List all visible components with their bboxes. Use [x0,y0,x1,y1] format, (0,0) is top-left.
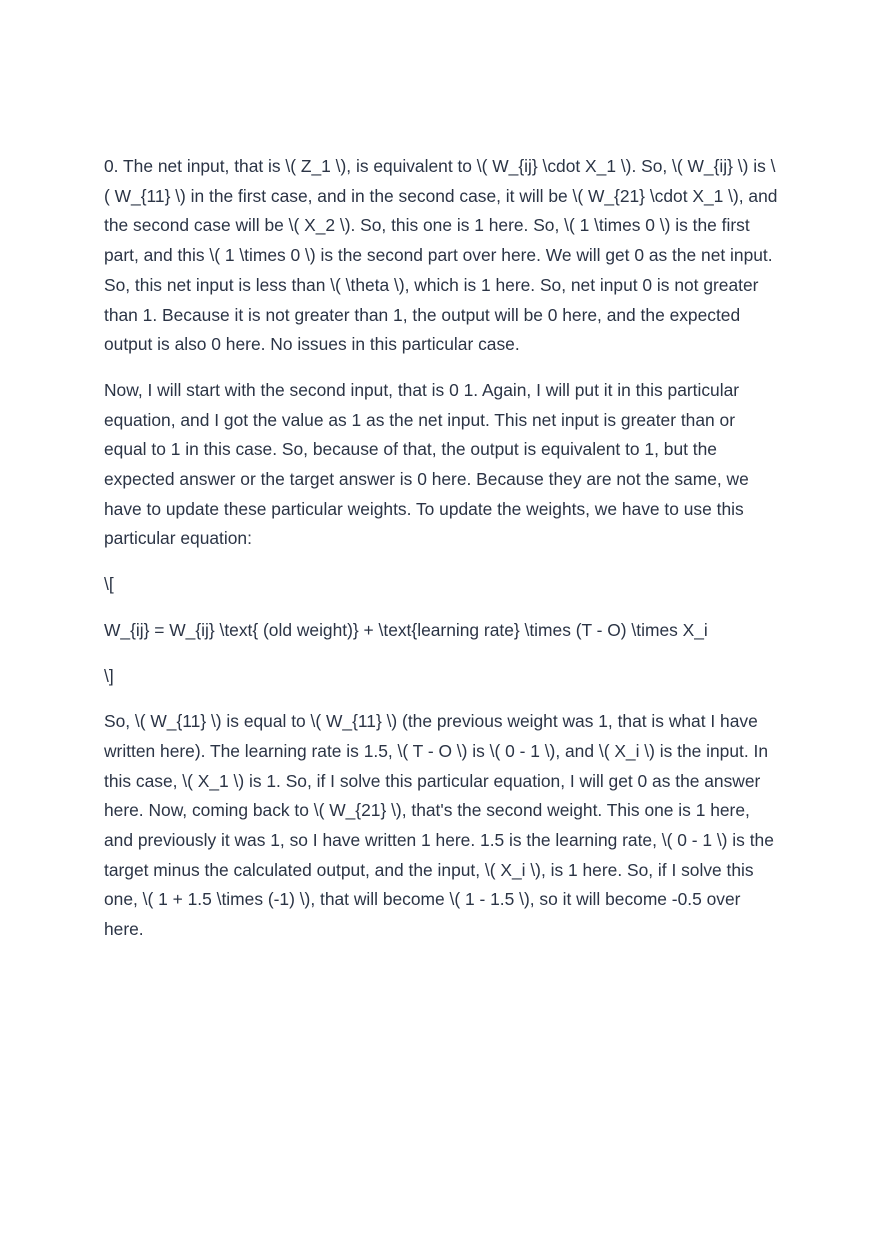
document-body [104,152,780,961]
equation-weight-update: W_{ij} = W_{ij} \text{ (old weight)} + \text{learning rate} \times (T - O) \times X_i [104,619,708,640]
equation-open-delimiter: \[ [104,574,114,595]
paragraph-net-input-first-case: 0. The net input, that is \( Z_1 \), is equivalent to \( W_{ij} \cdot X_1 \). So, \( W_{ij} \) is \( W_{11} \) in the first case, and in the second case, it will be \( W_{21} \cdot X_1 \), and the second case will be \( X_2 \). So, this one is 1 here. So, \( 1 \times 0 \) is the first part, and this \( 1 \times 0 \) is the second part over here. We will get 0 as the net input. So, this net input is less than \( \theta \), which is 1 here. So, net input 0 is not greater than 1. Because it is not greater than 1, the output will be 0 here, and the expected output is also 0 here. No issues in this particular case. [104,156,778,355]
paragraph-second-input: Now, I will start with the second input, that is 0 1. Again, I will put it in this particular equation, and I got the value as 1 as the net input. This net input is greater than or equal to 1 in this case. So, because of that, the output is equivalent to 1, but the expected answer or the target answer is 0 here. Because they are not the same, we have to update these particular weights. To update the weights, we have to use this particular equation: [104,379,749,549]
paragraph-weight-calculation: So, \( W_{11} \) is equal to \( W_{11} \) (the previous weight was 1, that is what I have written here). The learning rate is 1.5, \( T - O \) is \( 0 - 1 \), and \( X_i \) is the input. In this case, \( X_1 \) is 1. So, if I solve this particular equation, I will get 0 as the answer here. Now, coming back to \( W_{21} \), that's the second weight. This one is 1 here, and previously it was 1, so I have written 1 here. 1.5 is the learning rate, \( 0 - 1 \) is the target minus the calculated output, and the input, \( X_i \), is 1 here. So, if I solve this one, \( 1 + 1.5 \times (-1) \), that will become \( 1 - 1.5 \), so it will become -0.5 over here. [104,711,774,940]
equation-close-delimiter: \] [104,665,114,686]
